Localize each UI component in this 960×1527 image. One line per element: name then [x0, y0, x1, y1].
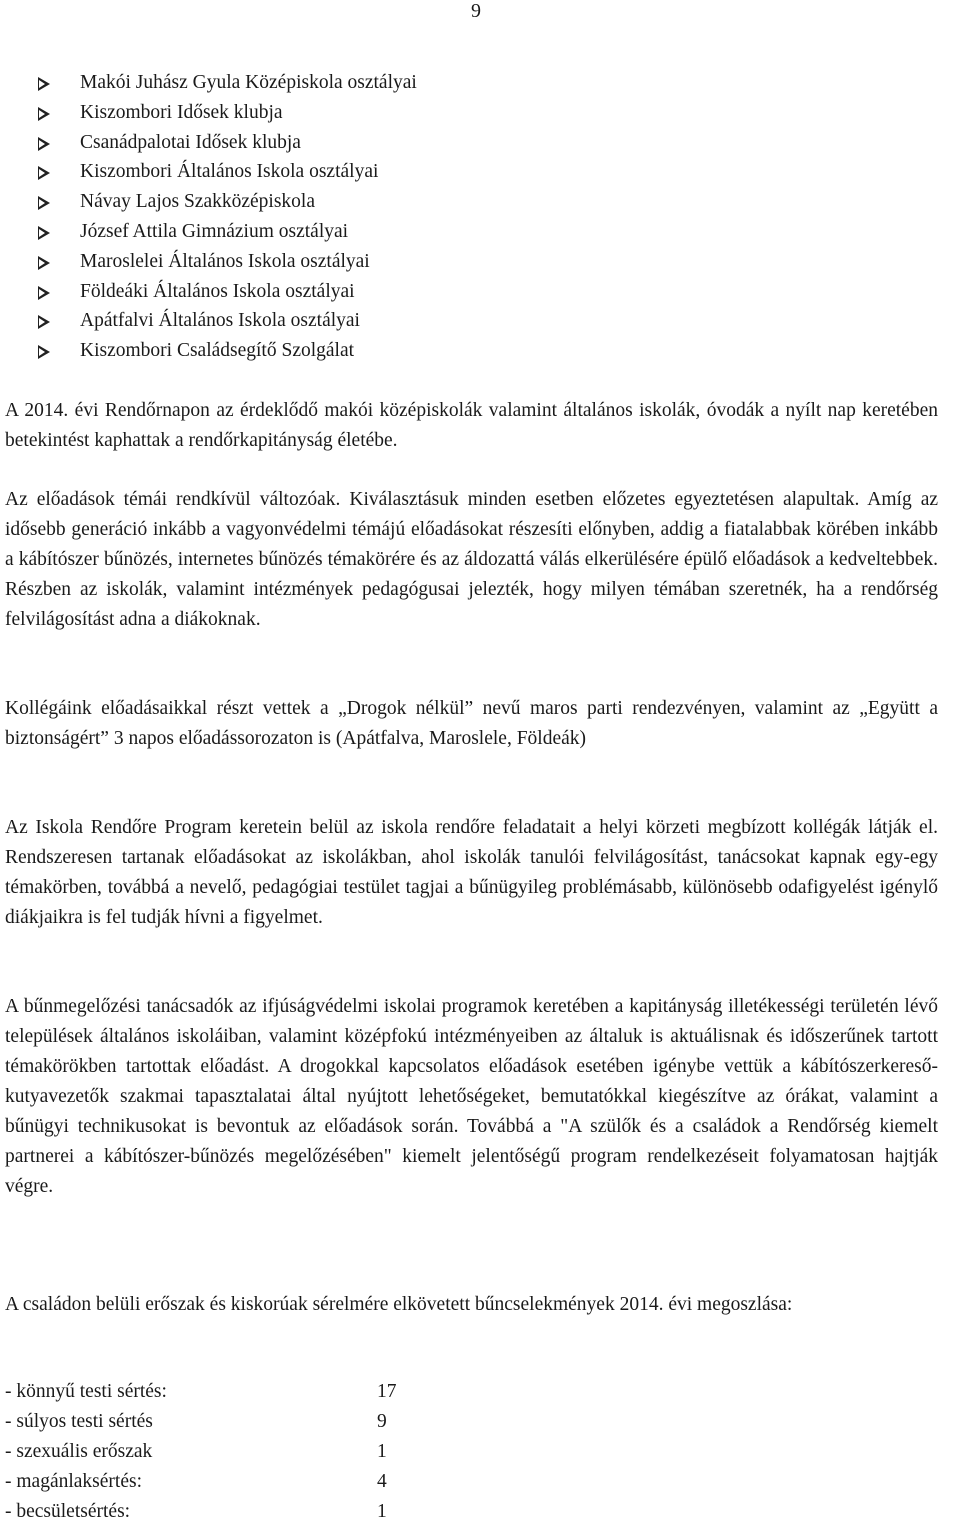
arrow-bullet-icon	[38, 77, 50, 91]
stat-value: 17	[377, 1381, 397, 1402]
stat-label: - könnyű testi sértés:	[5, 1381, 167, 1402]
offense-stats-list	[5, 1377, 397, 1527]
list-item: Maroslelei Általános Iskola osztályai	[38, 247, 417, 277]
stat-label: - szexuális erőszak	[5, 1441, 153, 1462]
list-item: Kiszombori Családsegítő Szolgálat	[38, 336, 417, 366]
list-item: József Attila Gimnázium osztályai	[38, 217, 417, 247]
stat-row	[5, 1497, 397, 1527]
stat-value: 1	[377, 1441, 387, 1462]
arrow-bullet-icon	[38, 226, 50, 240]
arrow-bullet-icon	[38, 315, 50, 329]
stat-label: - súlyos testi sértés	[5, 1411, 153, 1432]
stat-row	[5, 1467, 397, 1497]
list-item: Földeáki Általános Iskola osztályai	[38, 277, 417, 307]
page-number: 9	[471, 0, 481, 22]
arrow-bullet-icon	[38, 137, 50, 151]
list-item: Kiszombori Idősek klubja	[38, 98, 417, 128]
arrow-bullet-icon	[38, 256, 50, 270]
list-item: Csanádpalotai Idősek klubja	[38, 128, 417, 158]
paragraph-school-police-program: Az Iskola Rendőre Program keretein belül az iskola rendőre feladatait a helyi körzeti megbízott kollégák látják el. Rendszeresen tartanak előadásokat az iskolákban, ahol iskolák tanulói felvilágosítást, tanácsokat kapnak egy-egy témakörben, továbbá a nevelő, pedagógiai testület tagjai a bűnügyileg problémásabb, különösebb odafigyelést igénylő diákjaikra is fel tudják hívni a figyelmet.	[5, 817, 938, 928]
institution-list	[38, 68, 417, 366]
list-item: Návay Lajos Szakközépiskola	[38, 187, 417, 217]
stat-label: - magánlaksértés:	[5, 1471, 142, 1492]
paragraph-police-day: A 2014. évi Rendőrnapon az érdeklődő makói középiskolák valamint általános iskolák, óvodák a nyílt nap keretében betekintést kaphattak a rendőrkapitányság életébe.	[5, 400, 938, 451]
stat-value: 9	[377, 1411, 387, 1432]
arrow-bullet-icon	[38, 166, 50, 180]
stat-row	[5, 1407, 397, 1437]
arrow-bullet-icon	[38, 107, 50, 121]
arrow-bullet-icon	[38, 286, 50, 300]
stat-value: 1	[377, 1501, 387, 1522]
arrow-bullet-icon	[38, 345, 50, 359]
paragraph-crime-prevention: A bűnmegelőzési tanácsadók az ifjúságvédelmi iskolai programok keretében a kapitányság illetékességi területén lévő települések általános iskoláiban, valamint középfokú intézményeiben az általuk is aktuálisnak és időszerűnek tartott témakörökben tartottak előadást. A drogokkal kapcsolatos előadások esetében igénybe vettük a kábítószerkereső-kutyavezetők szakmai tapasztalatai által nyújtott lehetőségeket, bemutatókkal kiegészítve az órákat, valamint a bűnügyi technikusokat is bevontuk az előadások során. Továbbá a "A szülők és a családok a Rendőrség kiemelt partnerei a kábítószer-bűnözés megelőzésében" kiemelt jelentőségű program rendelkezéseit folyamatosan hajtják végre.	[5, 996, 938, 1197]
stat-label: - becsületsértés:	[5, 1501, 131, 1522]
paragraph-events: Kollégáink előadásaikkal részt vettek a „Drogok nélkül” nevű maros parti rendezvényen, valamint az „Együtt a biztonságért” 3 napos előadássorozaton is (Apátfalva, Maroslele, Földeák)	[5, 698, 938, 749]
list-item: Apátfalvi Általános Iskola osztályai	[38, 306, 417, 336]
list-item: Kiszombori Általános Iskola osztályai	[38, 157, 417, 187]
stat-row	[5, 1377, 397, 1407]
list-item: Makói Juhász Gyula Középiskola osztályai	[38, 68, 417, 98]
stat-value: 4	[377, 1471, 387, 1492]
arrow-bullet-icon	[38, 196, 50, 210]
paragraph-domestic-violence-intro: A családon belüli erőszak és kiskorúak sérelmére elkövetett bűncselekmények 2014. évi megoszlása:	[5, 1294, 793, 1315]
paragraph-lecture-topics: Az előadások témái rendkívül változóak. Kiválasztásuk minden esetben előzetes egyeztetésen alapultak. Amíg az idősebb generáció inkább a vagyonvédelmi témájú előadásokat részesíti előnyben, addig a fiatalabbak körében inkább a kábítószer bűnözés, internetes bűnözés témakörére és az áldozattá válás elkerülésére épülő előadások a kedveltebbek. Részben az iskolák, valamint intézmények pedagógusai jelezték, hogy milyen témában szeretnék, ha a rendőrség felvilágosítást adna a diákoknak.	[5, 489, 938, 630]
stat-row	[5, 1437, 397, 1467]
